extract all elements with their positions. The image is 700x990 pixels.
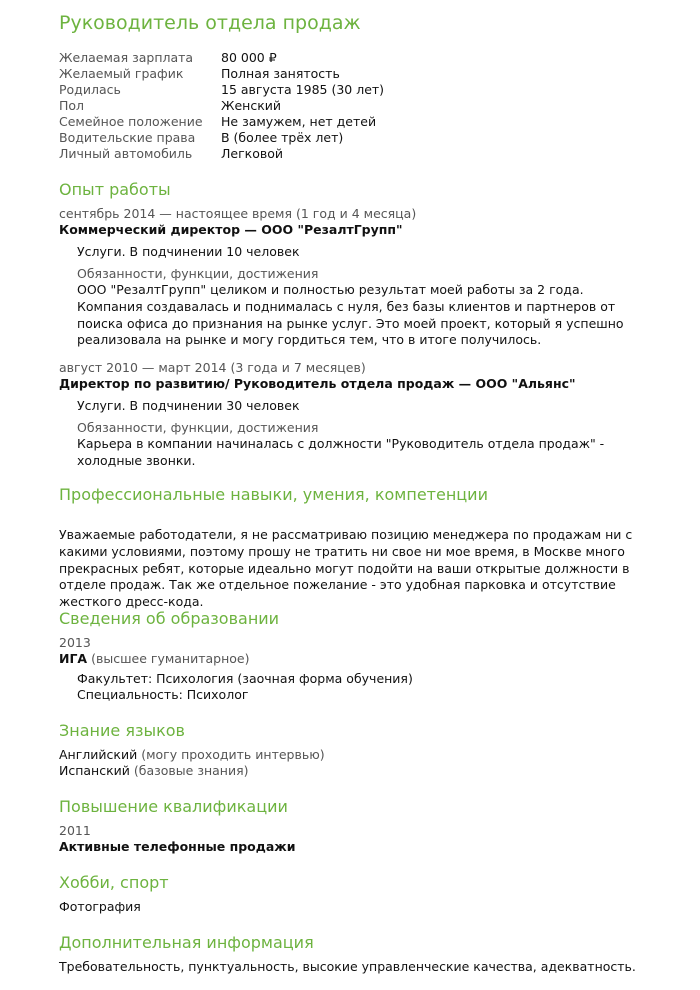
- language-item: [59, 763, 249, 779]
- education-specialty: Специальность: Психолог: [77, 687, 249, 702]
- additional-text: Требовательность, пунктуальность, высокие управленческие качества, адекватность.: [59, 959, 636, 974]
- job-period: сентябрь 2014 — настоящее время (1 год и 4 месяца): [59, 206, 417, 221]
- personal-info: [59, 50, 384, 162]
- info-row-license: [59, 130, 384, 146]
- training-year: 2011: [59, 823, 91, 838]
- info-value: B (более трёх лет): [221, 130, 344, 145]
- info-row-schedule: [59, 66, 384, 82]
- info-row-birthdate: [59, 82, 384, 98]
- info-row-gender: [59, 98, 384, 114]
- info-value: Легковой: [221, 146, 283, 161]
- language-level: (базовые знания): [133, 763, 249, 778]
- job-duties-label: Обязанности, функции, достижения: [77, 420, 319, 435]
- info-value: 15 августа 1985 (30 лет): [221, 82, 385, 97]
- job-duties: ООО "РезалтГрупп" целиком и полностью результат моей работы за 2 года. Компания создавалась и поднималась с нуля, без базы клиентов и партнеров от поиска офиса до признания на рынке услуг. Это моей проект, который я успешно реализовала на рынке и могу гордиться тем, что в итоге получилось.: [77, 282, 624, 348]
- info-label: Желаемый график: [59, 66, 184, 81]
- info-value: Женский: [221, 98, 281, 113]
- language-name: Испанский: [59, 763, 130, 778]
- info-value: 80 000 ₽: [221, 50, 277, 65]
- education-level: (высшее гуманитарное): [91, 651, 250, 666]
- language-level: (могу проходить интервью): [141, 747, 325, 762]
- job-field: Услуги. В подчинении 30 человек: [77, 398, 300, 413]
- education-year: 2013: [59, 635, 91, 650]
- training-course: Активные телефонные продажи: [59, 839, 296, 854]
- info-label: Желаемая зарплата: [59, 50, 194, 65]
- job-position: Коммерческий директор — ООО "РезалтГрупп": [59, 222, 403, 237]
- info-value: Не замужем, нет детей: [221, 114, 377, 129]
- info-label: Пол: [59, 98, 85, 113]
- job-position: Директор по развитию/ Руководитель отдела продаж — ООО "Альянс": [59, 376, 576, 391]
- job-duties: Карьера в компании начиналась с должности "Руководитель отдела продаж" - холодные звонки.: [77, 436, 605, 468]
- info-value: Полная занятость: [221, 66, 340, 81]
- training-heading: Повышение квалификации: [59, 797, 288, 816]
- additional-heading: Дополнительная информация: [59, 933, 314, 952]
- info-row-salary: [59, 50, 384, 66]
- info-label: Родилась: [59, 82, 121, 97]
- education-heading: Сведения об образовании: [59, 609, 280, 628]
- education-faculty: Факультет: Психология (заочная форма обучения): [77, 671, 413, 686]
- education-institution: ИГА: [59, 651, 88, 666]
- education-institution-line: [59, 651, 250, 667]
- experience-heading: Опыт работы: [59, 180, 171, 199]
- job-duties-label: Обязанности, функции, достижения: [77, 266, 319, 281]
- page-title: Руководитель отдела продаж: [59, 12, 361, 34]
- hobbies-text: Фотография: [59, 899, 141, 914]
- info-row-car: [59, 146, 384, 162]
- hobbies-heading: Хобби, спорт: [59, 873, 169, 892]
- skills-heading: Профессиональные навыки, умения, компетенции: [59, 485, 488, 504]
- info-row-marital: [59, 114, 384, 130]
- languages-heading: Знание языков: [59, 721, 185, 740]
- info-label: Семейное положение: [59, 114, 203, 129]
- language-item: [59, 747, 325, 763]
- language-name: Английский: [59, 747, 138, 762]
- skills-text: Уважаемые работодатели, я не рассматриваю позицию менеджера по продажам ни с какими условиями, поэтому прошу не тратить ни свое ни мое время, в Москве много прекрасных ребят, которые идеально могут подойти на ваши открытые должности в отделе продаж. Так же отдельное пожелание - это удобная парковка и отсутствие жесткого дресс-кода.: [59, 527, 633, 610]
- info-label: Водительские права: [59, 130, 196, 145]
- job-field: Услуги. В подчинении 10 человек: [77, 244, 300, 259]
- info-label: Личный автомобиль: [59, 146, 193, 161]
- job-period: август 2010 — март 2014 (3 года и 7 месяцев): [59, 360, 366, 375]
